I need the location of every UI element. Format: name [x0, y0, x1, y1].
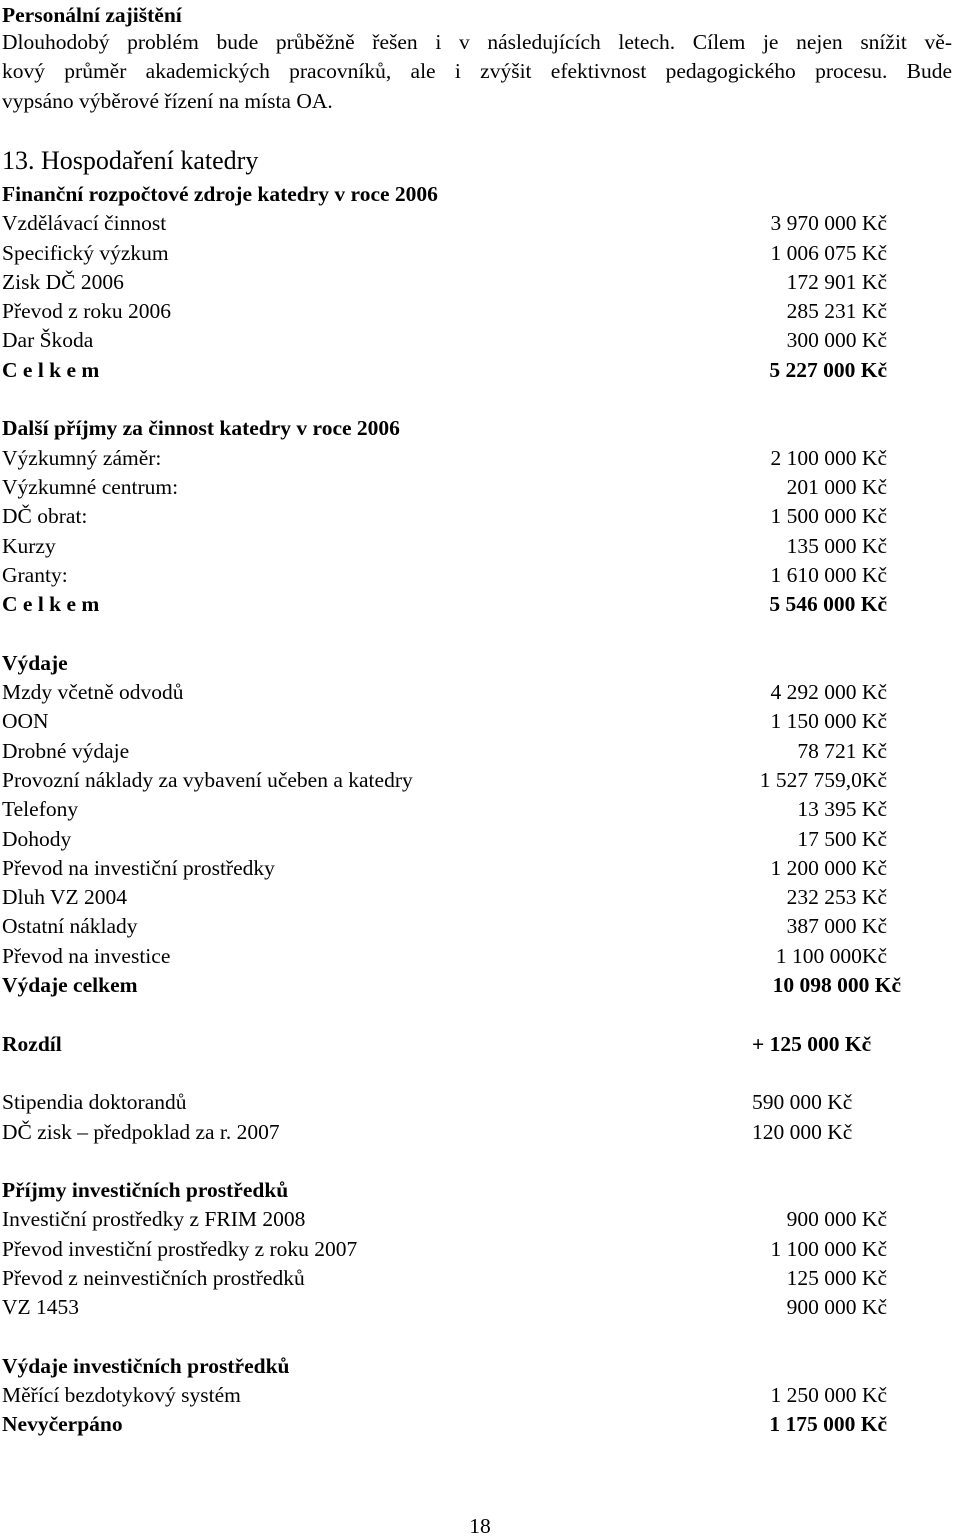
expense-row: [2, 795, 960, 824]
budget-heading: Finanční rozpočtové zdroje katedry v roce 2006: [2, 182, 438, 206]
row-value: 17 500 Kč: [797, 826, 887, 851]
row-label: Výdaje celkem: [2, 973, 138, 998]
expense-row: [2, 854, 960, 883]
row-value: 78 721 Kč: [797, 738, 887, 763]
row-label: Převod investiční prostředky z roku 2007: [2, 1236, 358, 1261]
budget-row: [2, 239, 960, 268]
row-value: 1 006 075 Kč: [770, 240, 887, 265]
investment-income-row: [2, 1264, 960, 1293]
row-value: 172 901 Kč: [786, 269, 887, 294]
row-label: Převod na investice: [2, 943, 171, 968]
row-value: 590 000 Kč: [752, 1090, 853, 1115]
staffing-heading: Personální zajištění: [2, 3, 182, 27]
expense-row: [2, 942, 960, 971]
finance-table: [2, 180, 960, 1440]
row-label: Granty:: [2, 562, 68, 587]
investment-expenses-heading: Výdaje investičních prostředků: [2, 1353, 290, 1378]
row-label: Provozní náklady za vybavení učeben a katedry: [2, 767, 413, 792]
income-row: [2, 561, 960, 590]
other-row: [2, 1088, 960, 1117]
row-value: 285 231 Kč: [786, 299, 887, 324]
row-label: Dluh VZ 2004: [2, 885, 128, 910]
budget-total-row: [2, 356, 960, 385]
investment-income-row: [2, 1293, 960, 1322]
row-label: Mzdy včetně odvodů: [2, 680, 184, 705]
row-label: C e l k e m: [2, 357, 100, 382]
row-value: 125 000 Kč: [786, 1265, 887, 1290]
row-value: 387 000 Kč: [786, 914, 887, 939]
staffing-line-2: kový průměr akademických pracovníků, ale i zvýšit efektivnost pedagogického procesu. Bude: [2, 59, 952, 84]
row-value: 1 610 000 Kč: [770, 562, 887, 587]
row-label: DČ obrat:: [2, 504, 88, 529]
row-value: 10 098 000 Kč: [772, 973, 901, 998]
row-label: Stipendia doktorandů: [2, 1090, 187, 1115]
investment-expense-row: [2, 1381, 960, 1410]
row-label: Výzkumný záměr:: [2, 445, 162, 470]
row-label: Nevyčerpáno: [2, 1412, 123, 1437]
page-number: 18: [469, 1514, 491, 1538]
row-value: 201 000 Kč: [786, 474, 887, 499]
row-label: Telefony: [2, 797, 79, 822]
row-value: + 125 000 Kč: [752, 1031, 872, 1056]
row-label: Kurzy: [2, 533, 56, 558]
row-label: DČ zisk – předpoklad za r. 2007: [2, 1119, 280, 1144]
row-value: 1 100 000 Kč: [770, 1236, 887, 1261]
row-label: Převod z roku 2006: [2, 299, 171, 324]
income-row: [2, 532, 960, 561]
row-label: VZ 1453: [2, 1295, 80, 1320]
row-label: C e l k e m: [2, 592, 100, 617]
difference-row: [2, 1030, 960, 1059]
row-label: Dar Škoda: [2, 328, 94, 353]
budget-row: [2, 297, 960, 326]
row-value: 1 100 000Kč: [775, 943, 887, 968]
income-row: [2, 473, 960, 502]
row-label: Rozdíl: [2, 1031, 62, 1056]
row-value: 1 250 000 Kč: [770, 1383, 887, 1408]
row-label: Zisk DČ 2006: [2, 269, 124, 294]
investment-income-row: [2, 1235, 960, 1264]
row-value: 900 000 Kč: [786, 1207, 887, 1232]
row-label: Výzkumné centrum:: [2, 474, 179, 499]
row-value: 232 253 Kč: [786, 885, 887, 910]
budget-row: [2, 326, 960, 355]
income-row: [2, 444, 960, 473]
staffing-line-1: Dlouhodobý problém bude průběžně řešen i v následujících letech. Cílem je nejen snížit vě-: [2, 30, 952, 54]
row-label: OON: [2, 709, 49, 734]
other-row: [2, 1118, 960, 1147]
budget-row: [2, 268, 960, 297]
row-value: 135 000 Kč: [786, 533, 887, 558]
expense-row: [2, 883, 960, 912]
row-value: 1 200 000 Kč: [770, 855, 887, 880]
row-value: 13 395 Kč: [797, 797, 887, 822]
row-label: Měřící bezdotykový systém: [2, 1383, 241, 1408]
expense-row: [2, 707, 960, 736]
budget-row: [2, 209, 960, 238]
expense-row: [2, 678, 960, 707]
row-label: Dohody: [2, 826, 72, 851]
remaining-row: [2, 1410, 960, 1439]
investment-income-row: [2, 1205, 960, 1234]
row-label: Specifický výzkum: [2, 240, 169, 265]
expense-row: [2, 912, 960, 941]
row-label: Investiční prostředky z FRIM 2008: [2, 1207, 306, 1232]
expense-row: [2, 766, 960, 795]
income-row: [2, 502, 960, 531]
row-label: Vzdělávací činnost: [2, 211, 167, 236]
row-label: Drobné výdaje: [2, 738, 130, 763]
income-total-row: [2, 590, 960, 619]
row-value: 900 000 Kč: [786, 1295, 887, 1320]
row-value: 1 527 759,0Kč: [759, 767, 887, 792]
expenses-heading: Výdaje: [2, 650, 68, 675]
row-value: 1 175 000 Kč: [769, 1412, 887, 1437]
row-value: 5 227 000 Kč: [769, 357, 887, 382]
row-value: 3 970 000 Kč: [770, 211, 887, 236]
row-label: Ostatní náklady: [2, 914, 138, 939]
expense-row: [2, 737, 960, 766]
investment-income-heading: Příjmy investičních prostředků: [2, 1178, 289, 1203]
row-value: 2 100 000 Kč: [770, 445, 887, 470]
income-heading: Další příjmy za činnost katedry v roce 2006: [2, 416, 400, 441]
row-value: 300 000 Kč: [786, 328, 887, 353]
staffing-paragraph: [2, 28, 952, 116]
expense-row: [2, 825, 960, 854]
row-value: 120 000 Kč: [752, 1119, 853, 1144]
row-value: 1 500 000 Kč: [770, 504, 887, 529]
row-value: 4 292 000 Kč: [770, 680, 887, 705]
section-title: 13. Hospodaření katedry: [2, 146, 259, 175]
row-value: 1 150 000 Kč: [770, 709, 887, 734]
staffing-line-3: vypsáno výběrové řízení na místa OA.: [2, 88, 333, 113]
row-label: Převod na investiční prostředky: [2, 855, 275, 880]
expenses-total-row: [2, 971, 960, 1000]
row-value: 5 546 000 Kč: [769, 592, 887, 617]
row-label: Převod z neinvestičních prostředků: [2, 1265, 305, 1290]
